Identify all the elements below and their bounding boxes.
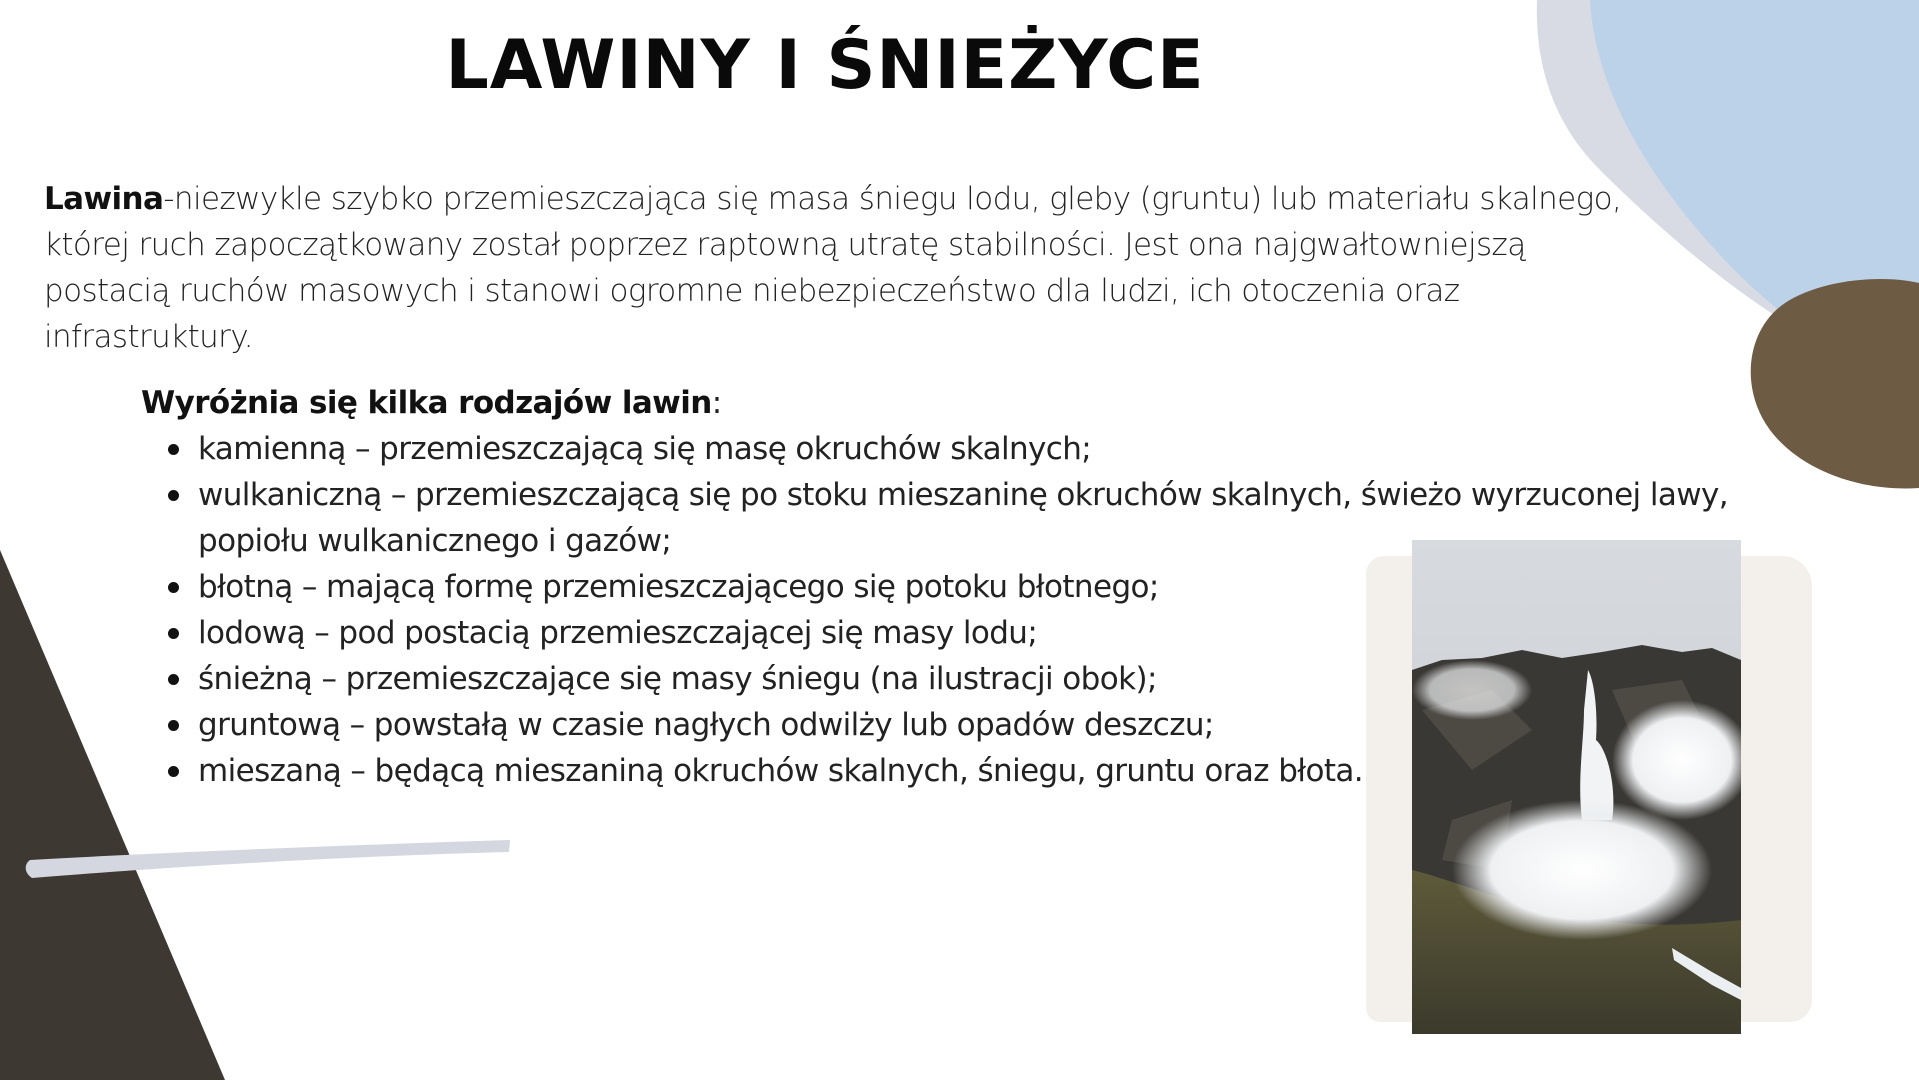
snow-cloud	[1452, 800, 1712, 940]
list-item: wulkaniczną – przemieszczającą się po stoku mieszaninę okruchów skalnych, świeżo wyrzuconej lawy, popiołu wulkanicznego i gazów;	[198, 472, 1838, 564]
types-heading-label: Wyróżnia się kilka rodzajów lawin	[141, 385, 712, 421]
intro-paragraph	[44, 176, 1624, 360]
list-item: błotną – mającą formę przemieszczającego się potoku błotnego;	[198, 564, 1838, 610]
snow-cloud	[1412, 660, 1532, 720]
list-item: lodową – pod postacią przemieszczającej się masy lodu;	[198, 610, 1838, 656]
list-item: mieszaną – będącą mieszaniną okruchów skalnych, śniegu, gruntu oraz błota.	[198, 748, 1838, 794]
page-title: LAWINY I ŚNIEŻYCE	[445, 26, 1205, 105]
dark-triangle-shape	[0, 550, 225, 1080]
intro-text: -niezwykle szybko przemieszczająca się masa śniegu lodu, gleby (gruntu) lub materiału skalnego, której ruch zapoczątkowany został poprzez raptowną utratę stabilności. Jest ona najgwałtowniejszą postacią ruchów masowych i stanowi ogromne niebezpieczeństwo dla ludzi, ich otoczenia oraz infrastruktury.	[44, 181, 1622, 355]
types-heading-colon: :	[711, 385, 722, 421]
list-item: kamienną – przemieszczającą się masę okruchów skalnych;	[198, 426, 1838, 472]
types-heading	[141, 380, 722, 426]
list-item: śnieżną – przemieszczające się masy śniegu (na ilustracji obok);	[198, 656, 1838, 702]
avalanche-illustration	[1412, 540, 1741, 1034]
list-item: gruntową – powstałą w czasie nagłych odwilży lub opadów deszczu;	[198, 702, 1838, 748]
avalanche-photo	[1412, 540, 1741, 1034]
intro-term: Lawina	[44, 181, 164, 217]
